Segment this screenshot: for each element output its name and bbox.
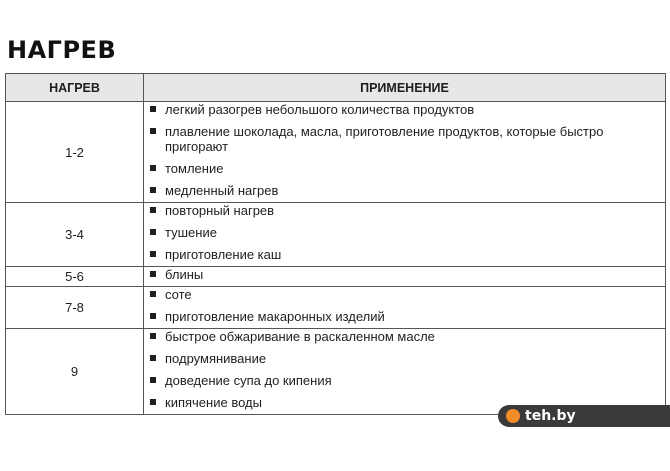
square-bullet-icon — [150, 165, 156, 171]
table-body — [6, 102, 666, 415]
list-item-text: легкий разогрев небольшого количества продуктов — [165, 102, 475, 117]
table-row — [6, 267, 666, 287]
heat-level-cell: 3-4 — [6, 203, 144, 267]
square-bullet-icon — [150, 355, 156, 361]
list-item — [144, 373, 665, 388]
list-item — [144, 225, 665, 240]
list-item-text: повторный нагрев — [165, 203, 275, 218]
list-item-text: томление — [165, 161, 224, 176]
list-item-text: быстрое обжаривание в раскаленном масле — [165, 329, 435, 344]
list-item — [144, 309, 665, 324]
list-item — [144, 102, 665, 117]
square-bullet-icon — [150, 251, 156, 257]
list-item-text: приготовление каш — [165, 247, 282, 262]
square-bullet-icon — [150, 128, 156, 134]
usage-list — [144, 102, 665, 198]
usage-cell — [144, 329, 666, 415]
list-item — [144, 203, 665, 218]
square-bullet-icon — [150, 271, 156, 277]
list-item — [144, 183, 665, 198]
watermark-logo — [498, 405, 670, 427]
list-item-text: подрумянивание — [165, 351, 267, 366]
list-item — [144, 247, 665, 262]
logo-mark-icon — [506, 409, 520, 423]
square-bullet-icon — [150, 291, 156, 297]
column-header-level: НАГРЕВ — [6, 74, 144, 102]
square-bullet-icon — [150, 106, 156, 112]
table-row — [6, 287, 666, 329]
usage-list — [144, 329, 665, 410]
list-item-text: соте — [165, 287, 192, 302]
square-bullet-icon — [150, 333, 156, 339]
table-row — [6, 203, 666, 267]
list-item-text: кипячение воды — [165, 395, 262, 410]
usage-cell — [144, 267, 666, 287]
heat-level-cell: 1-2 — [6, 102, 144, 203]
usage-list — [144, 203, 665, 262]
usage-list — [144, 287, 665, 324]
list-item — [144, 329, 665, 344]
table-row — [6, 102, 666, 203]
heat-level-cell: 7-8 — [6, 287, 144, 329]
list-item-text: плавление шоколада, масла, приготовление продуктов, которые быстро пригорают — [165, 124, 604, 154]
heating-table — [5, 73, 666, 415]
list-item-text: приготовление макаронных изделий — [165, 309, 385, 324]
square-bullet-icon — [150, 377, 156, 383]
list-item-text: доведение супа до кипения — [165, 373, 332, 388]
usage-cell — [144, 287, 666, 329]
list-item-text: тушение — [165, 225, 217, 240]
table-header-row — [6, 74, 666, 102]
usage-cell — [144, 102, 666, 203]
usage-cell — [144, 203, 666, 267]
square-bullet-icon — [150, 399, 156, 405]
watermark-text: teh.by — [525, 408, 576, 424]
column-header-usage: ПРИМЕНЕНИЕ — [144, 74, 666, 102]
list-item-text: медленный нагрев — [165, 183, 279, 198]
list-item — [144, 161, 665, 176]
heat-level-cell: 5-6 — [6, 267, 144, 287]
square-bullet-icon — [150, 229, 156, 235]
page-title: НАГРЕВ — [7, 36, 117, 64]
square-bullet-icon — [150, 207, 156, 213]
usage-list — [144, 267, 665, 282]
list-item-text: блины — [165, 267, 204, 282]
table-row — [6, 329, 666, 415]
heat-level-cell: 9 — [6, 329, 144, 415]
list-item — [144, 351, 665, 366]
square-bullet-icon — [150, 313, 156, 319]
list-item — [144, 124, 665, 154]
square-bullet-icon — [150, 187, 156, 193]
list-item — [144, 267, 665, 282]
list-item — [144, 287, 665, 302]
